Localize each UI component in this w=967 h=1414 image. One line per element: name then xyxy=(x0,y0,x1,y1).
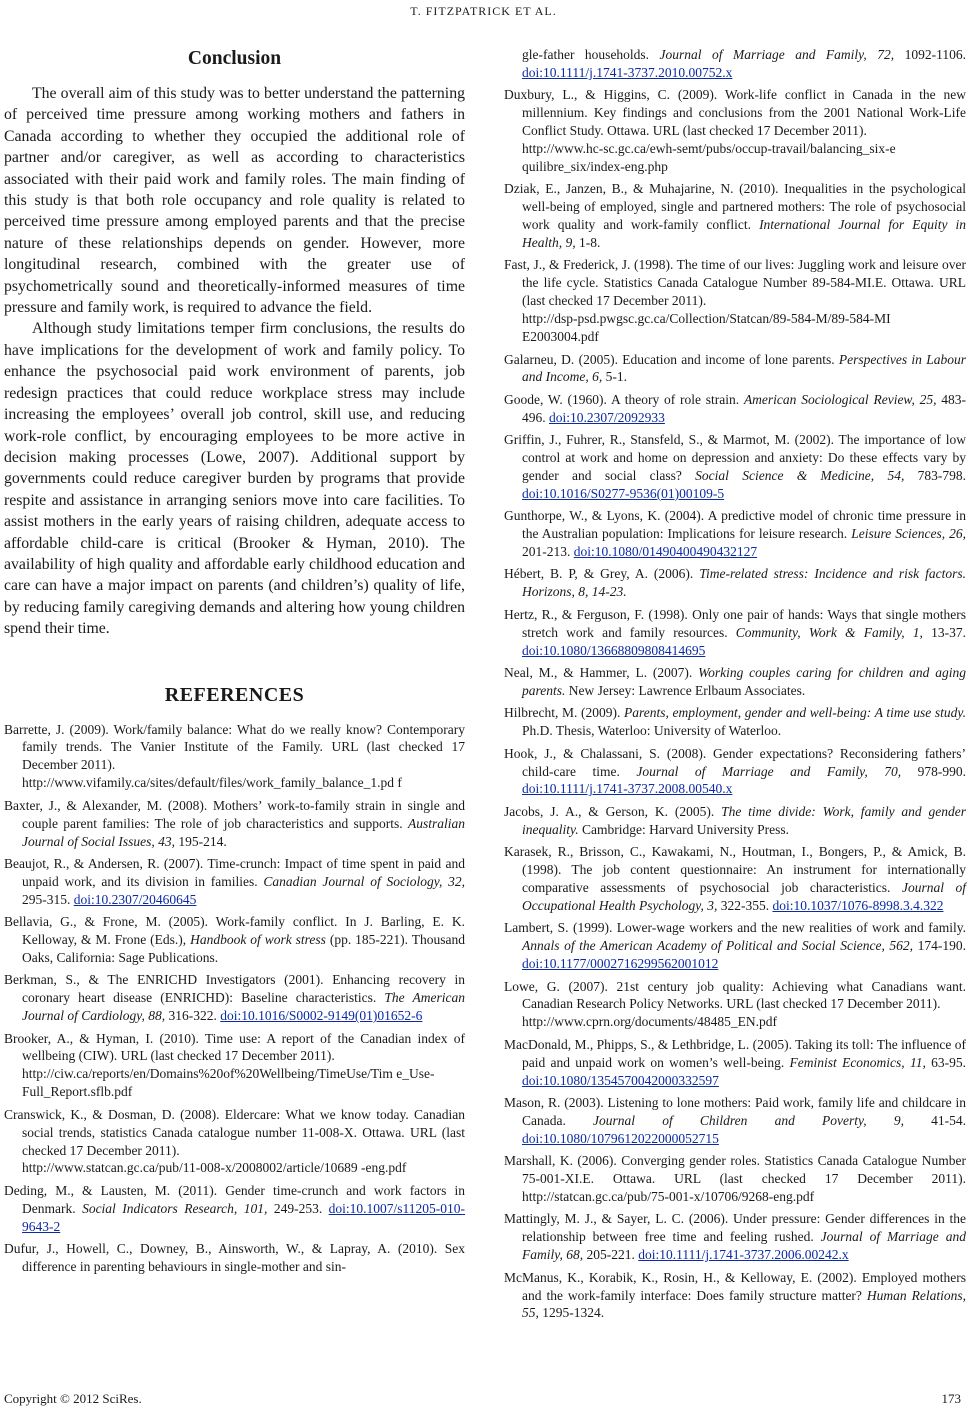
reference-journal: Social Science & Medicine, 54, xyxy=(695,467,905,483)
reference-entry xyxy=(4,913,465,967)
doi-link[interactable]: doi:10.1111/j.1741-3737.2006.00242.x xyxy=(638,1247,849,1263)
reference-pages: 13-37. xyxy=(922,624,967,640)
reference-url[interactable]: http://ciw.ca/reports/en/Domains%20of%20Wellbeing/TimeUse/Tim e_Use-Full_Report.sflb.pdf xyxy=(22,1066,435,1100)
reference-entry xyxy=(504,1152,966,1206)
reference-pages: 201-213. xyxy=(522,544,574,560)
reference-entry xyxy=(504,256,966,346)
reference-pages: 978-990. xyxy=(901,763,966,779)
reference-journal: Journal of Children and Poverty, 9, xyxy=(593,1112,904,1128)
reference-pages: 316-322. xyxy=(165,1008,221,1024)
reference-entry xyxy=(504,391,966,427)
reference-pages: Cambridge: Harvard University Press. xyxy=(578,821,789,837)
reference-entry xyxy=(504,745,966,799)
reference-authors-title: Neal, M., & Hammer, L. (2007). xyxy=(504,665,699,680)
reference-entry xyxy=(4,855,465,909)
reference-url[interactable]: http://www.vifamily.ca/sites/default/files/work_family_balance_1.pd f xyxy=(22,775,402,791)
running-head: T. FITZPATRICK ET AL. xyxy=(410,4,557,18)
reference-text: Fast, J., & Frederick, J. (1998). The time of our lives: Juggling work and leisure over the life cycle. Statistics Canada Catalogue Number 89-584-MI.E. Ottawa. URL (last checked 17 December 2011). xyxy=(504,257,966,309)
reference-entry xyxy=(504,86,966,176)
reference-entry xyxy=(504,1036,966,1090)
reference-entry xyxy=(504,431,966,503)
reference-pages: 63-95. xyxy=(925,1054,966,1070)
reference-entry xyxy=(4,1106,465,1178)
reference-journal: Social Indicators Research, 101, xyxy=(82,1200,268,1216)
conclusion-paragraph-1: The overall aim of this study was to better understand the patterning of perceived time pressure among working mothers and fathers in Canada according to whether they occupied the additional role of partner and/or caregiver, as well as according to characteristics associated with their paid work and family roles. The main finding of this study is that both role occupancy and role quality is related to perceived time pressure among employed parents and that the precise nature of these relationships depends on gender. However, more longitudinal research, combined with the greater use of psychometrically sound and theoretically-informed measures of time pressure and family work, is required to advance the field. xyxy=(4,85,465,317)
reference-entry xyxy=(504,606,966,660)
references-title: REFERENCES xyxy=(164,683,305,706)
doi-link[interactable]: doi:10.1016/S0277-9536(01)00109-5 xyxy=(522,485,725,501)
reference-journal: American Sociological Review, 25, xyxy=(743,391,937,407)
reference-pages: 5-1. xyxy=(602,369,627,385)
reference-text: Duxbury, L., & Higgins, C. (2009). Work-life conflict in Canada in the new millennium. Key findings and conclusions from the 2001 National Work-Life Conflict Study. Ottawa. URL (last checked 17 December 2011). xyxy=(504,87,966,139)
reference-entry xyxy=(504,978,966,1032)
reference-entry xyxy=(4,971,465,1025)
doi-link[interactable]: doi:10.1016/S0002-9149(01)01652-6 xyxy=(220,1008,423,1024)
reference-url[interactable]: http://www.statcan.gc.ca/pub/11-008-x/2008002/article/10689 -eng.pdf xyxy=(22,1160,407,1176)
copyright-notice: Copyright © 2012 SciRes. xyxy=(4,1391,142,1406)
reference-text: Barrette, J. (2009). Work/family balance: What do we really know? Contemporary family trends. The Vanier Institute of the Family. URL (last checked 17 December 2011). xyxy=(4,721,465,773)
reference-pages: 295-315. xyxy=(22,891,74,907)
reference-entry xyxy=(504,1269,966,1323)
reference-journal: Journal of Marriage and Family, 72, xyxy=(659,47,895,62)
doi-link[interactable]: doi:10.1080/13668809808414695 xyxy=(522,642,706,658)
doi-link[interactable]: doi:10.1111/j.1741-3737.2010.00752.x xyxy=(522,64,733,80)
reference-journal: The time divide: Work, family and gender inequality. xyxy=(522,803,966,837)
reference-url[interactable]: http://www.cprn.org/documents/48485_EN.pdf xyxy=(522,1014,777,1030)
reference-pages: 483-496. xyxy=(522,391,966,425)
reference-url[interactable]: http://dsp-psd.pwgsc.gc.ca/Collection/Statcan/89-584-M/89-584-MI E2003004.pdf xyxy=(522,311,891,345)
reference-pages: 1-8. xyxy=(575,235,601,251)
reference-authors-title: Dziak, E., Janzen, B., & Muhajarine, N. (2010). Inequalities in the psychological well-being of employed, single and partnered mothers: The role of psychosocial work quality and work-family conflict. xyxy=(504,181,966,233)
reference-entry xyxy=(504,919,966,973)
left-column xyxy=(4,34,465,1280)
reference-authors-title: Griffin, J., Fuhrer, R., Stansfeld, S., & Marmot, M. (2002). The importance of low control at work and home on depression and anxiety: Do these effects vary by gender and social class? xyxy=(504,432,966,483)
reference-entry xyxy=(504,507,966,561)
reference-authors-title: Karasek, R., Brisson, C., Kawakami, N., Houtman, I., Bongers, P., & Amick, B. (1998). The job content questionnaire: An instrument for internationally comparative assessments of psychosocial job characteristics. xyxy=(504,844,966,895)
reference-entry xyxy=(4,1240,465,1276)
references-list-left xyxy=(4,721,465,1276)
doi-link[interactable]: doi:10.1080/01490400490432127 xyxy=(573,544,758,560)
reference-pages: Ph.D. Thesis, Waterloo: University of Waterloo. xyxy=(522,723,782,739)
reference-authors-title: McManus, K., Korabik, K., Rosin, H., & Kelloway, E. (2002). Employed mothers and the work-family interface: Does family structure matter? xyxy=(504,1269,966,1303)
reference-pages: 205-221. xyxy=(583,1247,639,1263)
reference-entry xyxy=(504,843,966,915)
reference-pages: New Jersey: Lawrence Erlbaum Associates. xyxy=(565,682,806,698)
reference-authors-title: Jacobs, J. A., & Gerson, K. (2005). xyxy=(504,803,722,819)
reference-authors-title: Gunthorpe, W., & Lyons, K. (2004). A predictive model of chronic time pressure in the Australian population: Implications for leisure research. xyxy=(504,508,966,542)
reference-journal: Working couples caring for children and aging parents. xyxy=(522,665,966,698)
conclusion-paragraph-2: Although study limitations temper firm conclusions, the results do have implications for the development of work and family policy. To enhance the psychosocial paid work environment of parents, job redesign practices that could reduce workplace stress may include increasing the employees’ overall job control, skill use, and reducing work-role conflict, by encouraging employees to be more active in decision making processes (Lowe, 2007). Additional support by governments could reduce caregiver burden by programs that provide respite and assistance in arranging seniors move into care facilities. To assist mothers in the early years of raising children, adequate access to affordable child-care is critical (Brooker & Hyman, 2010). The availability of high quality and affordable early childhood education and care can have a major impact on parents (and children’s) quality of life, by reducing family caregiving demands and altering how young children spend their time. xyxy=(4,320,465,638)
reference-pages: 322-355. xyxy=(717,897,773,913)
reference-authors-title: Bellavia, G., & Frone, M. (2005). Work-family conflict. In J. Barling, E. K. Kelloway, & M. Frone (Eds.), xyxy=(4,914,465,948)
reference-authors-title: Goode, W. (1960). A theory of role strain. xyxy=(504,391,744,407)
doi-link[interactable]: doi:10.2307/20460645 xyxy=(73,891,197,907)
reference-pages: 195-214. xyxy=(175,833,227,849)
reference-authors-title: Lambert, S. (1999). Lower-wage workers and the new realities of work and family. xyxy=(504,920,966,936)
reference-authors-title: Deding, M., & Lausten, M. (2011). Gender time-crunch and work factors in Denmark. xyxy=(4,1182,465,1216)
reference-entry xyxy=(504,565,966,601)
doi-link[interactable]: doi:10.1080/1079612022000052715 xyxy=(522,1130,719,1146)
reference-authors-title: Beaujot, R., & Andersen, R. (2007). Time-crunch: Impact of time spent in paid and unpaid work, and its division in families. xyxy=(4,855,465,889)
reference-authors-title: Hook, J., & Chalassani, S. (2008). Gender expectations? Reconsidering fathers’ child-care time. xyxy=(504,745,966,779)
reference-pages: (pp. 185-221). Thousand Oaks, California: Sage Publications. xyxy=(22,932,465,965)
reference-pages: 249-253. xyxy=(267,1200,329,1216)
reference-pages: 41-54. xyxy=(903,1112,967,1128)
doi-link[interactable]: doi:10.1080/1354570042000332597 xyxy=(522,1072,719,1088)
reference-journal: Annals of the American Academy of Political and Social Science, 562, xyxy=(522,938,914,954)
reference-journal: Feminist Economics, 11, xyxy=(789,1054,926,1070)
reference-entry xyxy=(504,803,966,839)
reference-text: Cranswick, K., & Dosman, D. (2008). Eldercare: What we know today. Canadian social trends, statistics Canada catalogue number 11-008-X. Ottawa. URL (last checked 17 December 2011). xyxy=(4,1106,465,1158)
reference-journal: Community, Work & Family, 1, xyxy=(735,624,923,640)
reference-authors-title: Hébert, B. P, & Grey, A. (2006). xyxy=(504,566,700,582)
conclusion-title: Conclusion xyxy=(187,48,282,69)
reference-text: Marshall, K. (2006). Converging gender roles. Statistics Canada Catalogue Number 75-001-XI.E. Ottawa. URL (last checked 17 December 2011). http://statcan.gc.ca/pub/75-001-x/10706/9268-eng.pdf xyxy=(504,1153,966,1204)
doi-link[interactable]: doi:10.1007/s11205-010-9643-2 xyxy=(22,1200,466,1234)
reference-authors-title: Hilbrecht, M. (2009). xyxy=(504,705,625,721)
doi-link[interactable]: doi:10.1037/1076-8998.3.4.322 xyxy=(772,897,944,913)
reference-text: Dufur, J., Howell, C., Downey, B., Ainsworth, W., & Lapray, A. (2010). Sex difference in parenting behaviours in single-mother and sin- xyxy=(4,1241,465,1274)
reference-entry xyxy=(4,721,465,793)
reference-entry xyxy=(504,704,966,740)
reference-authors-title: Mattingly, M. J., & Sayer, L. C. (2006). Under pressure: Gender differences in the relationship between free time and feeling rushed. xyxy=(504,1211,966,1245)
reference-entry xyxy=(504,664,966,700)
reference-authors-title: Galarneu, D. (2005). Education and income of lone parents. xyxy=(504,351,839,367)
reference-entry xyxy=(504,180,966,252)
reference-journal: Journal of Marriage and Family, 68, xyxy=(522,1229,966,1263)
references-list-right xyxy=(504,46,966,1322)
doi-link[interactable]: doi:10.2307/2092933 xyxy=(549,409,665,425)
reference-entry xyxy=(504,46,966,82)
reference-pages: 174-190. xyxy=(913,938,967,954)
reference-entry xyxy=(504,351,966,387)
reference-authors-title: Baxter, J., & Alexander, M. (2008). Mothers’ work-to-family strain in single and couple parent families: The role of job characteristics and supports. xyxy=(4,797,465,831)
doi-link[interactable]: doi:10.1111/j.1741-3737.2008.00540.x xyxy=(522,781,733,797)
reference-authors-title: Berkman, S., & The ENRICHD Investigators (2001). Enhancing recovery in coronary heart disease (ENRICHD): Baseline characteristics. xyxy=(4,972,465,1006)
reference-journal: Human Relations, 55, xyxy=(522,1287,966,1321)
reference-journal: The American Journal of Cardiology, 88, xyxy=(22,990,465,1024)
reference-journal: Perspectives in Labour and Income, 6, xyxy=(522,351,966,385)
reference-authors-title: MacDonald, M., Phipps, S., & Lethbridge, L. (2005). Taking its toll: The influence of paid and unpaid work on women’s well-being. xyxy=(504,1036,966,1070)
reference-authors-title: Mason, R. (2003). Listening to lone mothers: Paid work, family life and childcare in Canada. xyxy=(504,1094,966,1128)
reference-url[interactable]: http://www.hc-sc.gc.ca/ewh-semt/pubs/occup-travail/balancing_six-e quilibre_six/index-eng.php xyxy=(522,141,896,174)
reference-journal: Handbook of work stress xyxy=(190,932,326,948)
reference-entry xyxy=(4,797,465,851)
reference-text: Brooker, A., & Hyman, I. (2010). Time use: A report of the Canadian index of wellbeing (CIW). URL (last checked 17 December 2011). xyxy=(4,1030,465,1064)
right-column xyxy=(504,46,966,1327)
reference-journal: Canadian Journal of Sociology, 32, xyxy=(263,873,465,889)
reference-entry xyxy=(4,1182,465,1236)
reference-journal: Leisure Sciences, 26, xyxy=(851,526,966,542)
reference-pages: 1092-1106. xyxy=(894,47,966,62)
reference-authors-title: gle-father households. xyxy=(522,47,660,62)
page-number: 173 xyxy=(941,1391,961,1406)
reference-text: Lowe, G. (2007). 21st century job quality: Achieving what Canadians want. Canadian Research Policy Networks. URL (last checked 17 December 2011). xyxy=(504,978,966,1012)
reference-journal: Time-related stress: Incidence and risk factors. Horizons, 8, 14-23. xyxy=(522,566,966,600)
reference-pages: 783-798. xyxy=(904,467,967,483)
reference-entry xyxy=(504,1210,966,1264)
reference-entry xyxy=(4,1030,465,1102)
reference-journal: International Journal for Equity in Health, 9, xyxy=(522,217,966,251)
reference-journal: Journal of Marriage and Family, 70, xyxy=(636,763,902,779)
doi-link[interactable]: doi:10.1177/0002716299562001012 xyxy=(522,956,719,972)
reference-journal: Australian Journal of Social Issues, 43, xyxy=(22,815,465,849)
reference-authors-title: Hertz, R., & Ferguson, F. (1998). Only one pair of hands: Ways that single mothers stretch work and family resources. xyxy=(504,606,966,640)
reference-entry xyxy=(504,1094,966,1148)
reference-journal: Journal of Occupational Health Psychology, 3, xyxy=(522,879,966,913)
reference-pages: 1295-1324. xyxy=(538,1305,605,1321)
reference-journal: Parents, employment, gender and well-being: A time use study. xyxy=(624,705,966,721)
